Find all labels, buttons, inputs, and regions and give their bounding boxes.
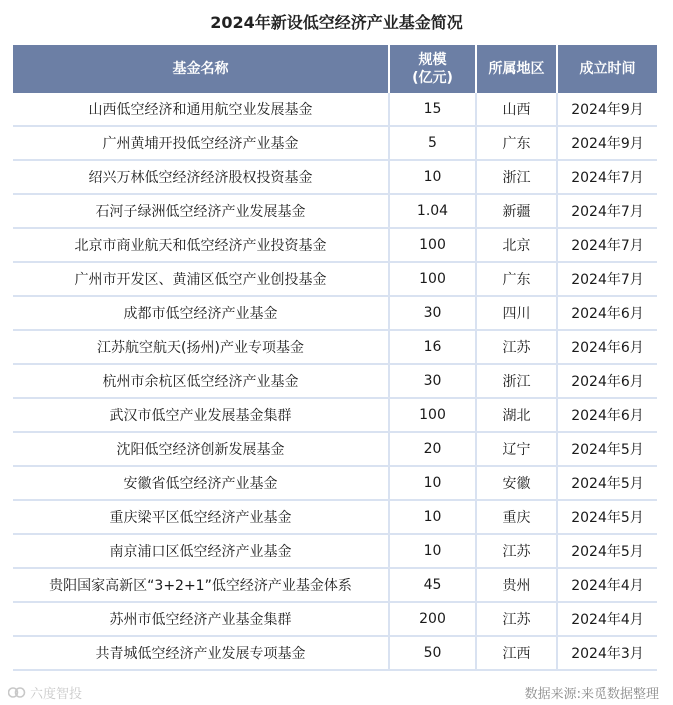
fund-scale-cell: 45: [390, 569, 477, 603]
fund-region-cell: 湖北: [477, 399, 558, 433]
fund-region-cell: 北京: [477, 229, 558, 263]
header-row: [13, 45, 657, 93]
column-header-scale: [390, 45, 477, 93]
table-row: [13, 467, 657, 501]
fund-scale-cell: 30: [390, 297, 477, 331]
fund-name-cell: 成都市低空经济产业基金: [13, 297, 390, 331]
fund-region-cell: 四川: [477, 297, 558, 331]
brand-logo-text: 六度智投: [30, 687, 83, 702]
fund-date-cell: 2024年6月: [558, 365, 657, 399]
table-row: [13, 297, 657, 331]
table-row: [13, 603, 657, 637]
table-row: [13, 399, 657, 433]
fund-name-cell: 石河子绿洲低空经济产业发展基金: [13, 195, 390, 229]
fund-scale-cell: 16: [390, 331, 477, 365]
fund-name-cell: 武汉市低空产业发展基金集群: [13, 399, 390, 433]
fund-region-cell: 江苏: [477, 535, 558, 569]
fund-scale-cell: 10: [390, 161, 477, 195]
table-row: [13, 569, 657, 603]
fund-scale-cell: 50: [390, 637, 477, 671]
column-header-date: 成立时间: [558, 45, 657, 93]
table-body: [13, 93, 657, 671]
fund-region-cell: 重庆: [477, 501, 558, 535]
column-header-name: 基金名称: [13, 45, 390, 93]
fund-region-cell: 广东: [477, 263, 558, 297]
fund-name-cell: 广州黄埔开投低空经济产业基金: [13, 127, 390, 161]
fund-scale-cell: 100: [390, 229, 477, 263]
fund-region-cell: 江西: [477, 637, 558, 671]
brand-logo-icon: [8, 686, 26, 699]
fund-date-cell: 2024年7月: [558, 263, 657, 297]
fund-region-cell: 辽宁: [477, 433, 558, 467]
table-row: [13, 331, 657, 365]
page-title: 2024年新设低空经济产业基金简况: [210, 13, 463, 32]
fund-scale-cell: 1.04: [390, 195, 477, 229]
table-row: [13, 195, 657, 229]
column-header-scale-line2: (亿元): [412, 70, 453, 86]
fund-date-cell: 2024年4月: [558, 569, 657, 603]
fund-date-cell: 2024年3月: [558, 637, 657, 671]
fund-name-cell: 贵阳国家高新区“3+2+1”低空经济产业基金体系: [13, 569, 390, 603]
fund-date-cell: 2024年5月: [558, 467, 657, 501]
column-header-region: 所属地区: [477, 45, 558, 93]
table-row: [13, 365, 657, 399]
fund-region-cell: 新疆: [477, 195, 558, 229]
fund-date-cell: 2024年6月: [558, 297, 657, 331]
fund-name-cell: 山西低空经济和通用航空业发展基金: [13, 93, 390, 127]
fund-scale-cell: 10: [390, 501, 477, 535]
fund-scale-cell: 10: [390, 467, 477, 501]
fund-scale-cell: 15: [390, 93, 477, 127]
column-header-scale-line1: 规模: [418, 52, 447, 68]
fund-region-cell: 山西: [477, 93, 558, 127]
fund-scale-cell: 100: [390, 263, 477, 297]
fund-date-cell: 2024年9月: [558, 93, 657, 127]
fund-date-cell: 2024年7月: [558, 229, 657, 263]
fund-date-cell: 2024年7月: [558, 195, 657, 229]
fund-region-cell: 安徽: [477, 467, 558, 501]
fund-name-cell: 苏州市低空经济产业基金集群: [13, 603, 390, 637]
fund-table: [13, 45, 657, 671]
fund-scale-cell: 200: [390, 603, 477, 637]
table-header: [13, 45, 657, 93]
fund-name-cell: 沈阳低空经济创新发展基金: [13, 433, 390, 467]
fund-name-cell: 北京市商业航天和低空经济产业投资基金: [13, 229, 390, 263]
table-row: [13, 229, 657, 263]
fund-date-cell: 2024年5月: [558, 501, 657, 535]
fund-name-cell: 江苏航空航天(扬州)产业专项基金: [13, 331, 390, 365]
fund-region-cell: 浙江: [477, 365, 558, 399]
table-row: [13, 433, 657, 467]
fund-date-cell: 2024年9月: [558, 127, 657, 161]
fund-region-cell: 江苏: [477, 603, 558, 637]
fund-scale-cell: 100: [390, 399, 477, 433]
table-row: [13, 93, 657, 127]
data-source-note: 数据来源:来觅数据整理: [524, 687, 659, 702]
fund-name-cell: 广州市开发区、黄浦区低空产业创投基金: [13, 263, 390, 297]
fund-name-cell: 绍兴万林低空经济经济股权投资基金: [13, 161, 390, 195]
fund-region-cell: 贵州: [477, 569, 558, 603]
fund-region-cell: 浙江: [477, 161, 558, 195]
fund-date-cell: 2024年4月: [558, 603, 657, 637]
table-row: [13, 263, 657, 297]
table-row: [13, 127, 657, 161]
fund-date-cell: 2024年6月: [558, 399, 657, 433]
fund-date-cell: 2024年5月: [558, 535, 657, 569]
table-row: [13, 501, 657, 535]
fund-region-cell: 江苏: [477, 331, 558, 365]
table-row: [13, 535, 657, 569]
fund-scale-cell: 10: [390, 535, 477, 569]
fund-date-cell: 2024年5月: [558, 433, 657, 467]
fund-name-cell: 南京浦口区低空经济产业基金: [13, 535, 390, 569]
table-row: [13, 637, 657, 671]
fund-scale-cell: 30: [390, 365, 477, 399]
fund-name-cell: 重庆梁平区低空经济产业基金: [13, 501, 390, 535]
brand-logo: [8, 683, 82, 702]
fund-region-cell: 广东: [477, 127, 558, 161]
fund-name-cell: 杭州市余杭区低空经济产业基金: [13, 365, 390, 399]
fund-name-cell: 共青城低空经济产业发展专项基金: [13, 637, 390, 671]
fund-name-cell: 安徽省低空经济产业基金: [13, 467, 390, 501]
fund-scale-cell: 20: [390, 433, 477, 467]
table-row: [13, 161, 657, 195]
fund-date-cell: 2024年7月: [558, 161, 657, 195]
fund-scale-cell: 5: [390, 127, 477, 161]
fund-date-cell: 2024年6月: [558, 331, 657, 365]
